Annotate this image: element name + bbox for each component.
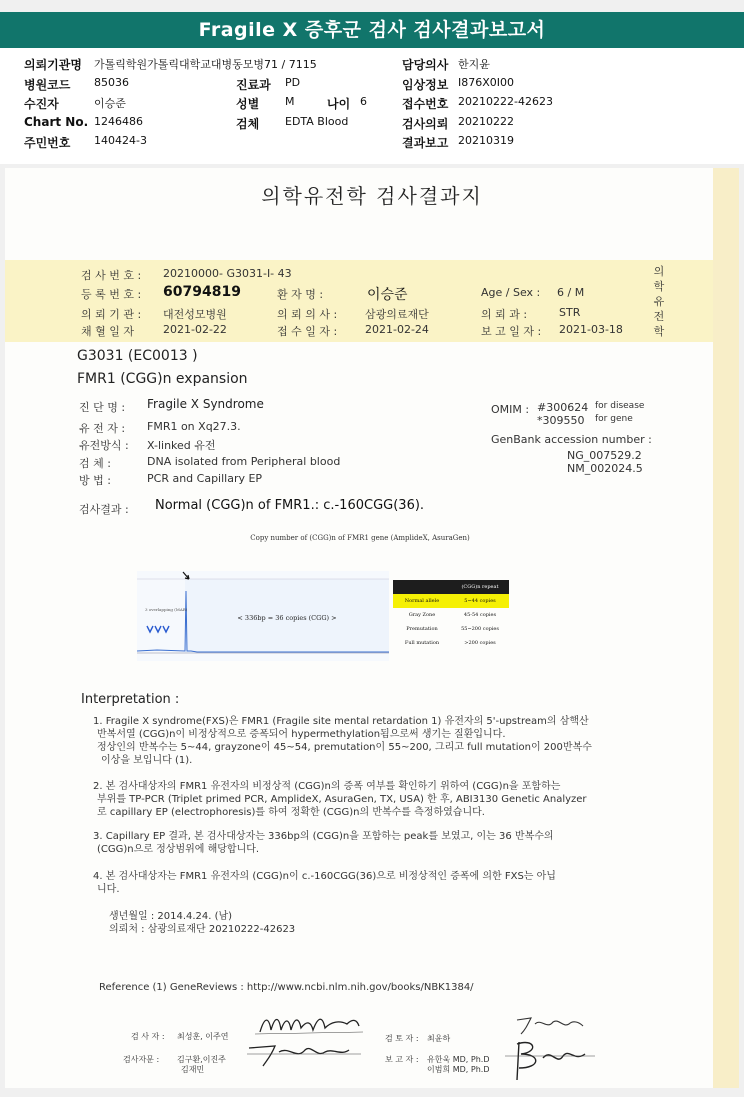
receipt-label: 접수번호 bbox=[402, 97, 449, 111]
receipt-value: 20210222-42623 bbox=[458, 95, 553, 108]
mode-label: 유전방식 : bbox=[79, 439, 129, 452]
chart-caption: Copy number of (CGG)n of FMR1 gene (AmplideX, AsuraGen) bbox=[250, 534, 470, 542]
doctor-value: 한지윤 bbox=[458, 58, 490, 71]
doctor-label: 담당의사 bbox=[402, 58, 449, 72]
request-label: 검사의뢰 bbox=[402, 117, 449, 131]
tester: 최성훈, 이주연 bbox=[177, 1032, 229, 1041]
reporter-signature bbox=[505, 1038, 595, 1084]
report-date-label: 결과보고 bbox=[402, 136, 449, 150]
method: PCR and Capillary EP bbox=[147, 472, 263, 485]
diagnosis-label: 진 단 명 : bbox=[79, 401, 126, 414]
req-dept: STR bbox=[559, 306, 581, 319]
test-name: FMR1 (CGG)n expansion bbox=[77, 371, 248, 387]
page-edge bbox=[713, 168, 739, 1088]
sex-label: 성별 bbox=[236, 97, 260, 111]
birth-line: 생년월일 : 2014.4.24. (남) bbox=[109, 911, 233, 922]
specimen: DNA isolated from Peripheral blood bbox=[147, 455, 341, 468]
peak-label: < 336bp = 36 copies (CGG) > bbox=[237, 614, 337, 622]
diag-label: 임상정보 bbox=[402, 78, 449, 92]
exam-no: 20210000- G3031-I- 43 bbox=[163, 267, 292, 280]
hospcode-value: 85036 bbox=[94, 76, 129, 89]
omim-label: OMIM : bbox=[491, 403, 530, 416]
genbank-1: NG_007529.2 bbox=[567, 449, 642, 462]
collect-label: 채 혈 일 자 bbox=[81, 325, 134, 338]
patient-header bbox=[0, 48, 744, 164]
header-row-2 bbox=[0, 76, 744, 94]
chart-no-value: 1246486 bbox=[94, 115, 143, 128]
omim-disease: #300624 bbox=[537, 401, 589, 414]
patient-label: 수진자 bbox=[24, 97, 59, 111]
hospcode-label: 병원코드 bbox=[24, 78, 71, 92]
omim-gene: *309550 bbox=[537, 414, 585, 427]
result-label: 검사결과 : bbox=[79, 503, 129, 516]
report-date-label2: 보 고 일 자 : bbox=[481, 325, 542, 338]
reporter-2: 이범희 MD, Ph.D bbox=[427, 1065, 490, 1074]
req-dept-label: 의 뢰 과 : bbox=[481, 308, 528, 321]
age-label: 나이 bbox=[327, 97, 351, 111]
exam-no-label: 검 사 번 호 : bbox=[81, 269, 142, 282]
specimen-value: EDTA Blood bbox=[285, 115, 349, 128]
result: Normal (CGG)n of FMR1.: c.-160CGG(36). bbox=[155, 498, 425, 513]
header-row-5 bbox=[0, 134, 744, 152]
reporter-label: 보 고 자 : bbox=[385, 1055, 419, 1064]
report-date-value: 20210319 bbox=[458, 134, 514, 147]
receive-label: 접 수 일 자 : bbox=[277, 325, 338, 338]
gene-label: 유 전 자 : bbox=[79, 422, 126, 435]
interp-line: 3. Capillary EP 결과, 본 검사대상자는 336bp의 (CGG)n을 포함하는 peak를 보였고, 이는 36 반복수의 bbox=[93, 831, 554, 842]
advisor-1: 김구환,이진주 bbox=[177, 1055, 226, 1064]
chart-no-label: Chart No. bbox=[24, 115, 89, 129]
reviewer-signature bbox=[511, 1014, 591, 1038]
table-row: Full mutation >200 copies bbox=[404, 640, 496, 646]
age-value: 6 bbox=[360, 95, 367, 108]
genbank-2: NM_002024.5 bbox=[567, 462, 643, 475]
scanned-report bbox=[5, 168, 739, 1088]
gene: FMR1 on Xq27.3. bbox=[147, 420, 241, 433]
report-main-title: 의학유전학 검사결과지 bbox=[261, 184, 483, 208]
report-title-bar: Fragile X 증후군 검사 검사결과보고서 bbox=[0, 12, 744, 48]
reg-no: 60794819 bbox=[163, 284, 241, 300]
request-line: 의뢰처 : 삼광의료재단 20210222-42623 bbox=[109, 924, 296, 935]
interp-line: 4. 본 검사대상자는 FMR1 유전자의 (CGG)n이 c.-160CGG(36)으로 비정상적인 증폭에 의한 FXS는 아닙 bbox=[93, 871, 556, 882]
table-row: Normal allele 5~44 copies bbox=[393, 594, 509, 608]
header-row-3 bbox=[0, 95, 744, 113]
rpt-patient-label: 환 자 명 : bbox=[277, 288, 324, 301]
header-row-4 bbox=[0, 115, 744, 133]
sex-value: M bbox=[285, 95, 295, 108]
agesex: 6 / M bbox=[557, 286, 585, 299]
specimen-label: 검체 bbox=[236, 117, 260, 131]
interp-line: 니다. bbox=[97, 884, 120, 895]
advisor-signature bbox=[245, 1040, 365, 1070]
side-word: 의 학 유 전 학 bbox=[653, 265, 665, 338]
agesex-label: Age / Sex : bbox=[481, 286, 541, 299]
table-row: Premutation 55~200 copies bbox=[406, 626, 499, 632]
rpt-patient: 이승준 bbox=[367, 287, 408, 303]
test-code: G3031 (EC0013 ) bbox=[77, 348, 198, 364]
collect-date: 2021-02-22 bbox=[163, 323, 227, 336]
inst-value: 가톨릭학원가톨릭대학교대병동모병71 / 7115 bbox=[94, 58, 317, 71]
omim-disease-note: for disease bbox=[595, 401, 645, 411]
table-header-row: (CGG)n repeat bbox=[393, 580, 509, 594]
diag-value: I876X0I00 bbox=[458, 76, 515, 89]
interp-line: 1. Fragile X syndrome(FXS)은 FMR1 (Fragile site mental retardation 1) 유전자의 5'-upstream의 삼핵산 bbox=[93, 716, 589, 727]
interp-line: (CGG)n으로 정상범위에 해당합니다. bbox=[97, 844, 260, 855]
interp-line: 2. 본 검사대상자의 FMR1 유전자의 비정상적 (CGG)n의 증폭 여부를 확인하기 위하여 (CGG)n을 포함하는 bbox=[93, 781, 561, 792]
id-value: 140424-3 bbox=[94, 134, 147, 147]
req-doc: 삼광의료재단 bbox=[365, 308, 429, 321]
reg-no-label: 등 록 번 호 : bbox=[81, 288, 142, 301]
reviewer-label: 검 토 자 : bbox=[385, 1034, 419, 1043]
reference: Reference (1) GeneReviews : http://www.ncbi.nlm.nih.gov/books/NBK1384/ bbox=[99, 982, 474, 993]
diagnosis: Fragile X Syndrome bbox=[147, 397, 264, 411]
dept-label: 진료과 bbox=[236, 78, 271, 92]
req-org-label: 의 뢰 기 관 : bbox=[81, 308, 142, 321]
dept-value: PD bbox=[285, 76, 301, 89]
electropherogram bbox=[137, 571, 389, 661]
interp-line: 이상을 보입니다 (1). bbox=[101, 755, 193, 766]
repeat-table bbox=[393, 580, 509, 650]
interp-line: 부위를 TP-PCR (Triplet primed PCR, AmplideX, AsuraGen, TX, USA) 한 후, ABI3130 Genetic Analyzer bbox=[97, 794, 587, 805]
inst-label: 의뢰기관명 bbox=[24, 58, 82, 72]
req-doc-label: 의 뢰 의 사 : bbox=[277, 308, 338, 321]
request-value: 20210222 bbox=[458, 115, 514, 128]
specimen-label2: 검 체 : bbox=[79, 457, 111, 470]
method-label: 방 법 : bbox=[79, 474, 111, 487]
genbank-label: GenBank accession number : bbox=[491, 433, 652, 446]
mode: X-linked 유전 bbox=[147, 439, 216, 452]
header-row-1 bbox=[0, 56, 744, 74]
advisor-label: 검사자문 : bbox=[123, 1055, 160, 1064]
table-row: Gray Zone 45-54 copies bbox=[408, 612, 497, 618]
reporter-1: 유한욱 MD, Ph.D bbox=[427, 1055, 490, 1064]
interp-title: Interpretation : bbox=[81, 692, 180, 707]
id-label: 주민번호 bbox=[24, 136, 71, 150]
req-org: 대전성모병원 bbox=[163, 308, 227, 321]
interp-line: 반복서열 (CGG)n이 비정상적으로 증폭되어 hypermethylation됨으로써 생기는 질환입니다. bbox=[97, 729, 506, 740]
omim-gene-note: for gene bbox=[595, 414, 633, 424]
advisor-2: 김재민 bbox=[181, 1065, 205, 1074]
reviewer: 최윤하 bbox=[427, 1034, 451, 1043]
trace-label: 3 overlapping (MAR) bbox=[145, 607, 188, 612]
receive-date: 2021-02-24 bbox=[365, 323, 429, 336]
interp-line: 정상인의 반복수는 5~44, grayzone이 45~54, premutation이 55~200, 그리고 full mutation이 200반복수 bbox=[97, 742, 592, 753]
tester-signature bbox=[255, 1010, 365, 1040]
interp-line: 로 capillary EP (electrophoresis)를 하여 정확한 (CGG)n의 반복수를 측정하였습니다. bbox=[97, 807, 485, 818]
patient-value: 이승준 bbox=[94, 97, 126, 110]
tester-label: 검 사 자 : bbox=[131, 1032, 165, 1041]
report-date: 2021-03-18 bbox=[559, 323, 623, 336]
